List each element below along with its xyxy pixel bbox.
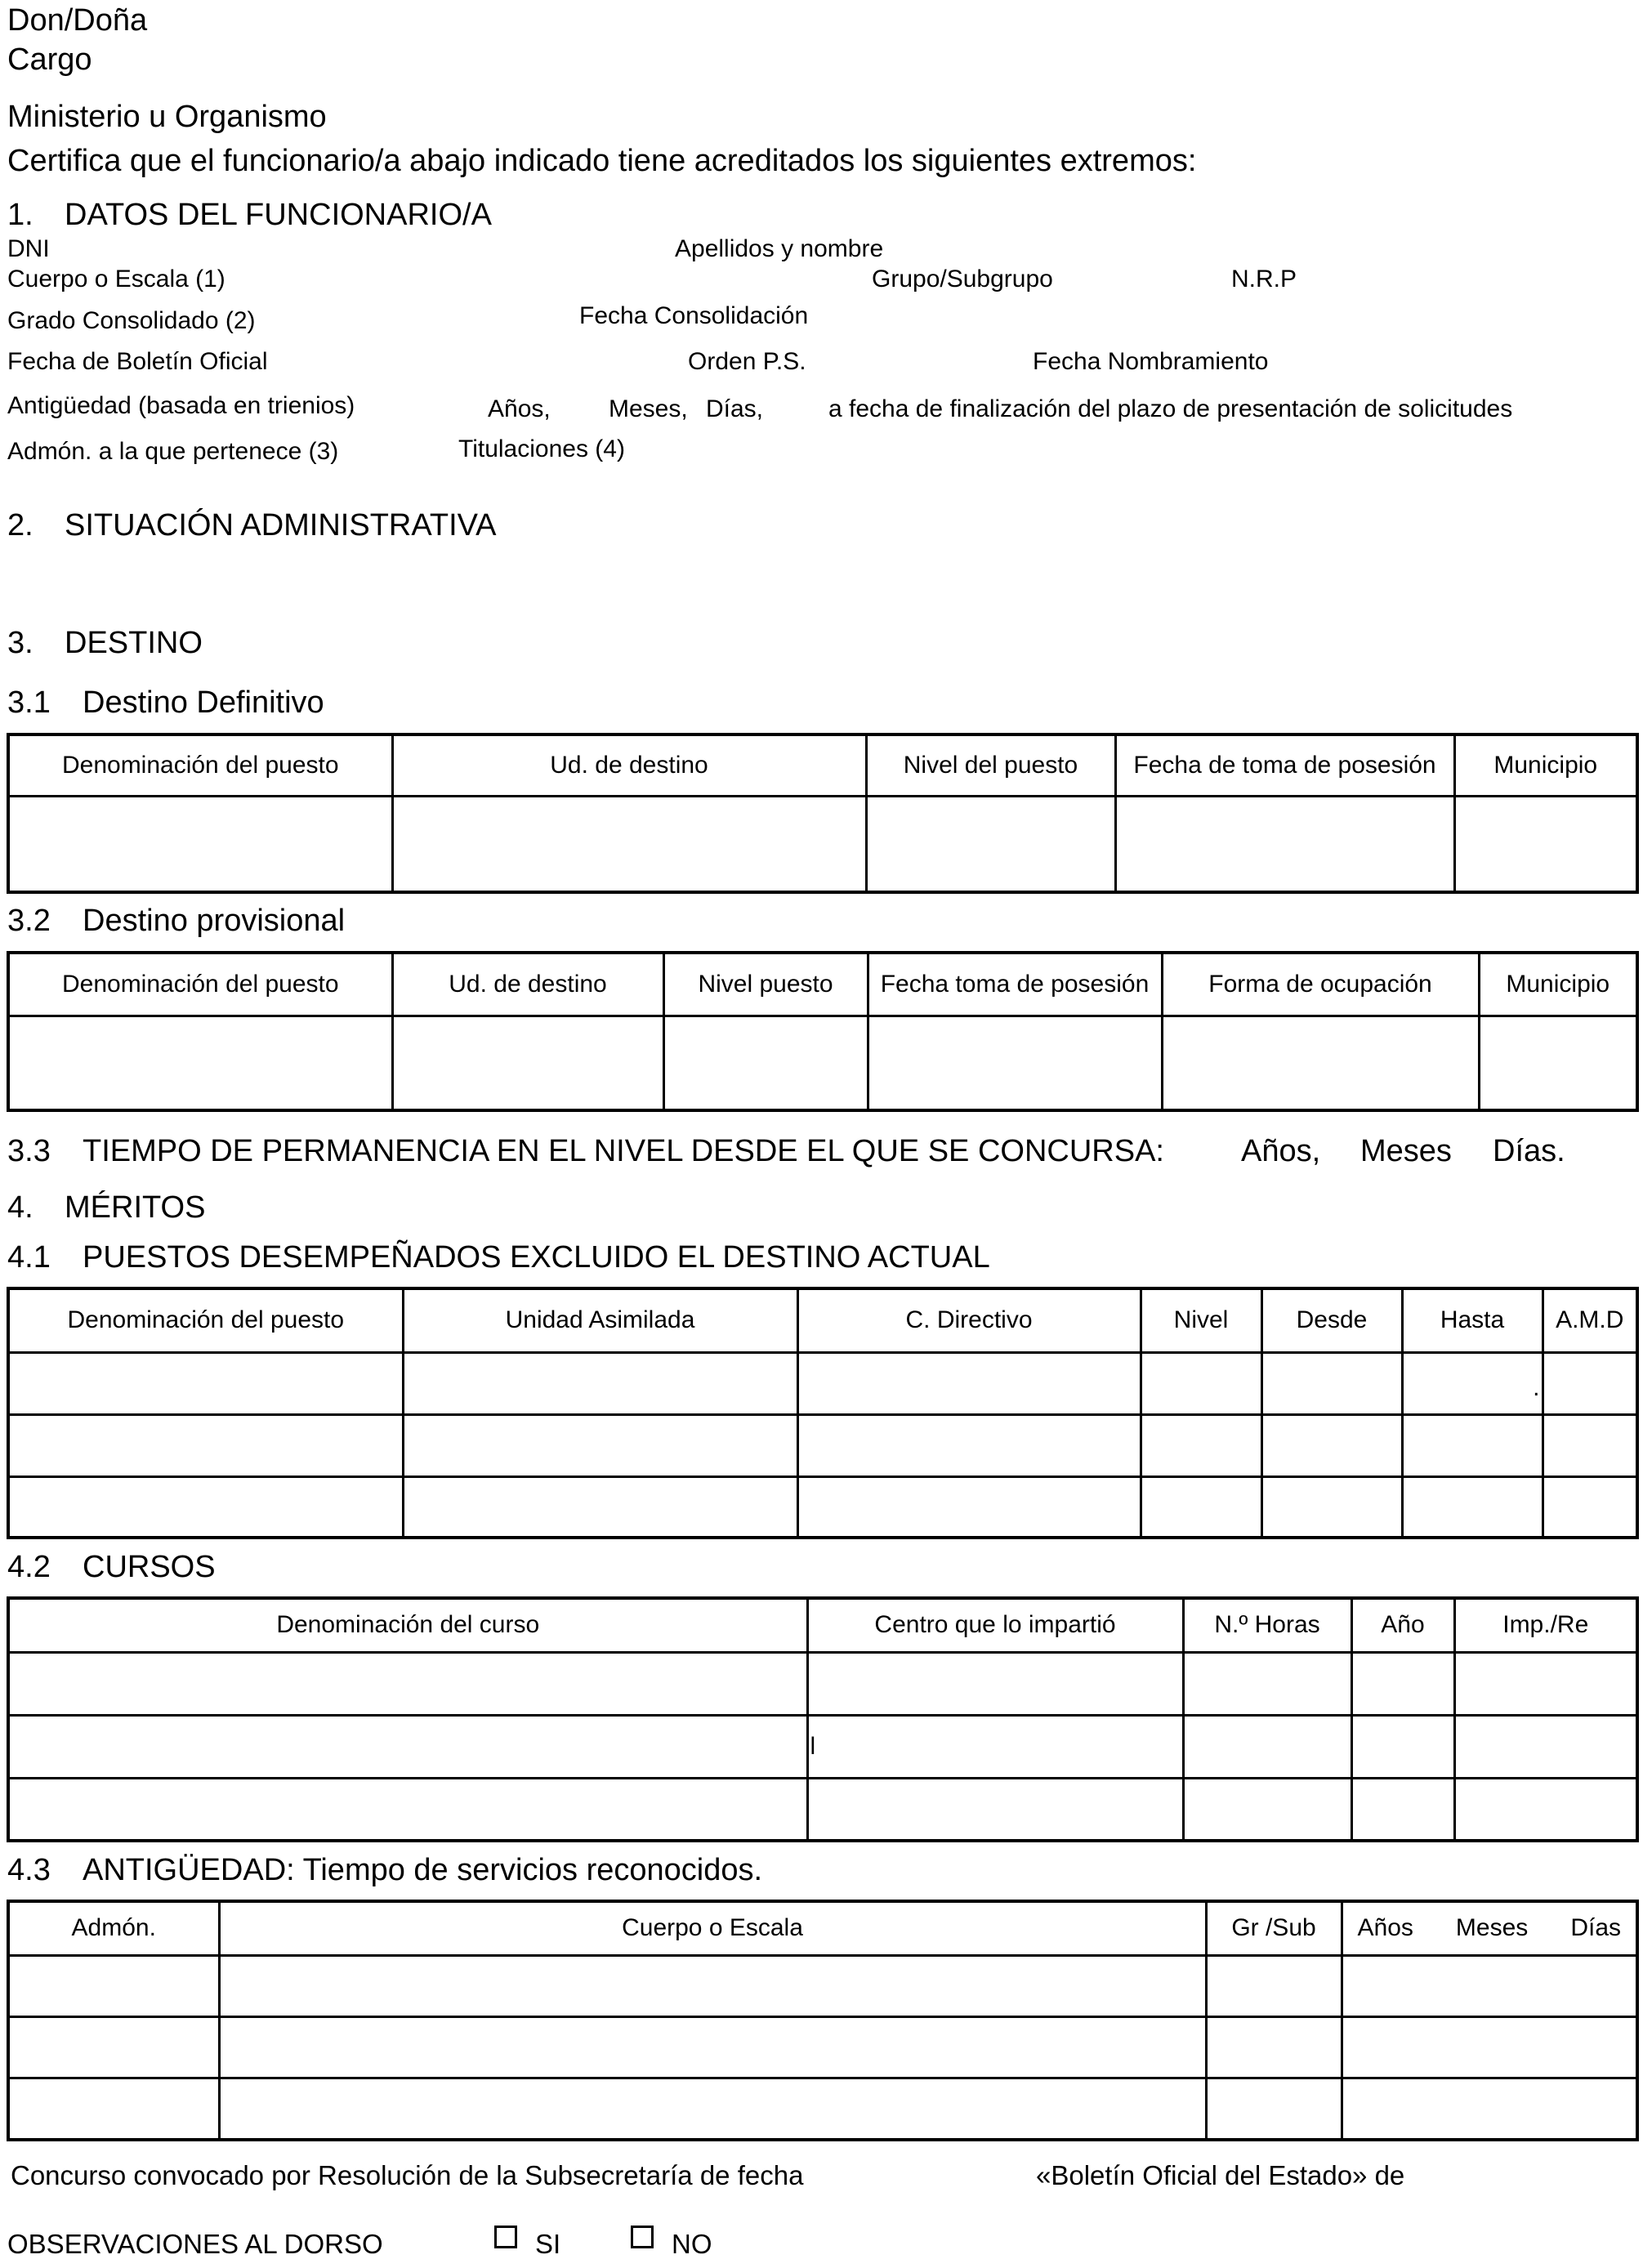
- apellidos-label: Apellidos y nombre: [675, 235, 884, 262]
- header-cell: N.º Horas: [1183, 1598, 1351, 1652]
- permanencia-dias-label: Días.: [1493, 1134, 1565, 1168]
- header-cell: Nivel puesto: [663, 953, 868, 1016]
- table-cell[interactable]: [1183, 1652, 1351, 1715]
- table-cell[interactable]: [8, 2078, 219, 2140]
- header-cell: Centro que lo impartió: [807, 1598, 1183, 1652]
- orden-ps-label: Orden P.S.: [688, 348, 806, 375]
- header-cell: C. Directivo: [797, 1288, 1141, 1352]
- table-cell[interactable]: [1454, 1778, 1637, 1841]
- section3-number: 3.: [7, 626, 33, 660]
- table-cell[interactable]: [219, 1955, 1206, 2016]
- header-cell: Denominación del curso: [8, 1598, 807, 1652]
- table-cell[interactable]: [8, 1955, 219, 2016]
- certifica-text: Certifica que el funcionario/a abajo indicado tiene acreditados los siguientes extremos:: [7, 144, 1197, 178]
- header-cell: Imp./Re: [1454, 1598, 1637, 1652]
- table-row: [8, 1414, 1637, 1476]
- table-cell[interactable]: [8, 1414, 403, 1476]
- table-cell[interactable]: [1342, 2016, 1637, 2078]
- header-cell: Denominación del puesto: [8, 953, 392, 1016]
- header-cell: Admón.: [8, 1901, 219, 1955]
- header-cell: Gr /Sub: [1206, 1901, 1342, 1955]
- table-cell[interactable]: [797, 1414, 1141, 1476]
- antiguedad-dias-label: Días,: [706, 395, 764, 422]
- table-row: [8, 796, 1637, 892]
- table-cell[interactable]: [8, 1778, 807, 1841]
- permanencia-meses-label: Meses: [1360, 1134, 1452, 1168]
- table-row: [8, 1352, 1637, 1414]
- header-dias: Días: [1570, 1914, 1621, 1942]
- table-cell[interactable]: [8, 1016, 392, 1110]
- table-cell[interactable]: [1206, 1955, 1342, 2016]
- table-cell[interactable]: [1261, 1352, 1402, 1414]
- table-cell[interactable]: [1351, 1715, 1454, 1778]
- fecha-nombramiento-label: Fecha Nombramiento: [1033, 348, 1269, 375]
- table-cell[interactable]: [1342, 1955, 1637, 2016]
- table-cell[interactable]: [1454, 1652, 1637, 1715]
- permanencia-anos-label: Años,: [1241, 1134, 1321, 1168]
- table-cell[interactable]: [8, 2016, 219, 2078]
- don-dona-label: Don/Doña: [7, 3, 148, 38]
- destino-provisional-table: [7, 951, 1639, 1112]
- antiguedad-table: [7, 1900, 1639, 2141]
- table-row: [8, 1778, 1637, 1841]
- antiguedad-meses-label: Meses,: [609, 395, 688, 422]
- table-cell[interactable]: [663, 1016, 868, 1110]
- fecha-consolidacion-label: Fecha Consolidación: [579, 302, 809, 329]
- table-cell[interactable]: [1351, 1778, 1454, 1841]
- section41-title: PUESTOS DESEMPEÑADOS EXCLUIDO EL DESTINO ACTUAL: [83, 1240, 990, 1275]
- section32-number: 3.2: [7, 904, 51, 938]
- header-cell: Unidad Asimilada: [403, 1288, 797, 1352]
- table-cell[interactable]: [866, 796, 1115, 892]
- table-row: [8, 2016, 1637, 2078]
- concurso-text: Concurso convocado por Resolución de la Subsecretaría de fecha: [11, 2160, 804, 2190]
- table-row: [8, 2078, 1637, 2140]
- header-meses: Meses: [1455, 1914, 1529, 1942]
- table-cell[interactable]: [8, 1476, 403, 1538]
- table-cell[interactable]: [8, 1352, 403, 1414]
- table-cell[interactable]: [1342, 2078, 1637, 2140]
- table-cell[interactable]: [1206, 2016, 1342, 2078]
- section4-number: 4.: [7, 1190, 33, 1225]
- section42-title: CURSOS: [83, 1550, 216, 1584]
- ministerio-label: Ministerio u Organismo: [7, 100, 327, 134]
- table-cell[interactable]: [1261, 1414, 1402, 1476]
- table-cell[interactable]: [1206, 2078, 1342, 2140]
- table-cell[interactable]: [868, 1016, 1162, 1110]
- section43-number: 4.3: [7, 1853, 51, 1887]
- table-cell[interactable]: [1454, 796, 1637, 892]
- cursos-table: [7, 1596, 1639, 1842]
- grado-label: Grado Consolidado (2): [7, 307, 256, 334]
- table-cell[interactable]: [797, 1352, 1141, 1414]
- section43-title: ANTIGÜEDAD: Tiempo de servicios reconocidos.: [83, 1853, 763, 1887]
- section1-number: 1.: [7, 198, 33, 232]
- header-cell: Fecha toma de posesión: [868, 953, 1162, 1016]
- fecha-boletin-label: Fecha de Boletín Oficial: [7, 348, 268, 375]
- table-cell[interactable]: [403, 1414, 797, 1476]
- table-cell[interactable]: [807, 1715, 1183, 1778]
- table-row: [8, 1955, 1637, 2016]
- table-row: [8, 1476, 1637, 1538]
- titulaciones-label: Titulaciones (4): [458, 435, 625, 462]
- table-cell[interactable]: [219, 2016, 1206, 2078]
- header-cell: Municipio: [1479, 953, 1637, 1016]
- table-cell[interactable]: [8, 1715, 807, 1778]
- header-cell: Hasta: [1402, 1288, 1543, 1352]
- table-cell[interactable]: [807, 1778, 1183, 1841]
- puestos-desempenados-table: [7, 1287, 1639, 1539]
- header-cell: A.M.D: [1543, 1288, 1637, 1352]
- boletin-text: «Boletín Oficial del Estado» de: [1036, 2160, 1405, 2190]
- header-cell: Ud. de destino: [392, 734, 866, 796]
- table-cell[interactable]: [1183, 1778, 1351, 1841]
- grupo-label: Grupo/Subgrupo: [872, 266, 1053, 292]
- table-cell[interactable]: [1141, 1352, 1261, 1414]
- header-cell: Nivel: [1141, 1288, 1261, 1352]
- section33-number: 3.3: [7, 1134, 51, 1168]
- section31-title: Destino Definitivo: [83, 685, 324, 720]
- header-cell: Ud. de destino: [392, 953, 663, 1016]
- section41-number: 4.1: [7, 1240, 51, 1275]
- table-cell[interactable]: [1261, 1476, 1402, 1538]
- table-cell[interactable]: [8, 1652, 807, 1715]
- table-cell[interactable]: [1454, 1715, 1637, 1778]
- table-cell[interactable]: [8, 796, 392, 892]
- a-fecha-text: a fecha de finalización del plazo de presentación de solicitudes: [828, 395, 1513, 422]
- header-cell: Fecha de toma de posesión: [1115, 734, 1454, 796]
- table-cell[interactable]: [1141, 1414, 1261, 1476]
- section1-title: DATOS DEL FUNCIONARIO/A: [65, 198, 492, 232]
- header-cell: Denominación del puesto: [8, 734, 392, 796]
- destino-definitivo-table: [7, 733, 1639, 894]
- table-cell[interactable]: [807, 1652, 1183, 1715]
- section4-title: MÉRITOS: [65, 1190, 206, 1225]
- cuerpo-label: Cuerpo o Escala (1): [7, 266, 225, 292]
- observaciones-label: OBSERVACIONES AL DORSO: [7, 2229, 383, 2259]
- header-cell: Año: [1351, 1598, 1454, 1652]
- section2-title: SITUACIÓN ADMINISTRATIVA: [65, 508, 497, 542]
- section33-title: TIEMPO DE PERMANENCIA EN EL NIVEL DESDE EL QUE SE CONCURSA:: [83, 1134, 1164, 1168]
- table-cell[interactable]: [392, 796, 866, 892]
- header-cell: Cuerpo o Escala: [219, 1901, 1206, 1955]
- section2-number: 2.: [7, 508, 33, 542]
- header-cell: Denominación del puesto: [8, 1288, 403, 1352]
- section31-number: 3.1: [7, 685, 51, 720]
- header-cell: Municipio: [1454, 734, 1637, 796]
- table-cell[interactable]: [1543, 1414, 1637, 1476]
- table-cell[interactable]: [1141, 1476, 1261, 1538]
- header-cell: Desde: [1261, 1288, 1402, 1352]
- nrp-label: N.R.P: [1231, 266, 1297, 292]
- no-label: NO: [672, 2229, 712, 2259]
- dni-label: DNI: [7, 235, 50, 262]
- table-cell[interactable]: [797, 1476, 1141, 1538]
- table-cell[interactable]: [219, 2078, 1206, 2140]
- stray-mark: l: [810, 1732, 816, 1760]
- table-cell[interactable]: [1402, 1476, 1543, 1538]
- antiguedad-label: Antigüedad (basada en trienios): [7, 392, 355, 419]
- table-row: [8, 1715, 1637, 1778]
- table-cell[interactable]: [1351, 1652, 1454, 1715]
- table-cell[interactable]: [403, 1352, 797, 1414]
- antiguedad-anos-label: Años,: [488, 395, 551, 422]
- header-cell: [1342, 1901, 1637, 1955]
- section3-title: DESTINO: [65, 626, 203, 660]
- table-cell[interactable]: [403, 1476, 797, 1538]
- table-cell[interactable]: [1115, 796, 1454, 892]
- table-cell[interactable]: [1543, 1476, 1637, 1538]
- table-cell[interactable]: [1162, 1016, 1479, 1110]
- table-cell[interactable]: [1402, 1414, 1543, 1476]
- admon-label: Admón. a la que pertenece (3): [7, 438, 339, 465]
- table-cell[interactable]: [1402, 1352, 1543, 1414]
- stray-mark: .: [1533, 1373, 1540, 1401]
- table-cell[interactable]: [392, 1016, 663, 1110]
- table-row: [8, 1652, 1637, 1715]
- table-row: [8, 1016, 1637, 1110]
- header-cell: Nivel del puesto: [866, 734, 1115, 796]
- si-label: SI: [535, 2229, 561, 2259]
- header-anos: Años: [1357, 1914, 1413, 1942]
- section42-number: 4.2: [7, 1550, 51, 1584]
- no-checkbox[interactable]: [631, 2226, 654, 2248]
- table-cell[interactable]: [1183, 1715, 1351, 1778]
- table-cell[interactable]: [1479, 1016, 1637, 1110]
- header-cell: Forma de ocupación: [1162, 953, 1479, 1016]
- cargo-label: Cargo: [7, 42, 92, 77]
- table-cell[interactable]: [1543, 1352, 1637, 1414]
- si-checkbox[interactable]: [494, 2226, 517, 2248]
- section32-title: Destino provisional: [83, 904, 346, 938]
